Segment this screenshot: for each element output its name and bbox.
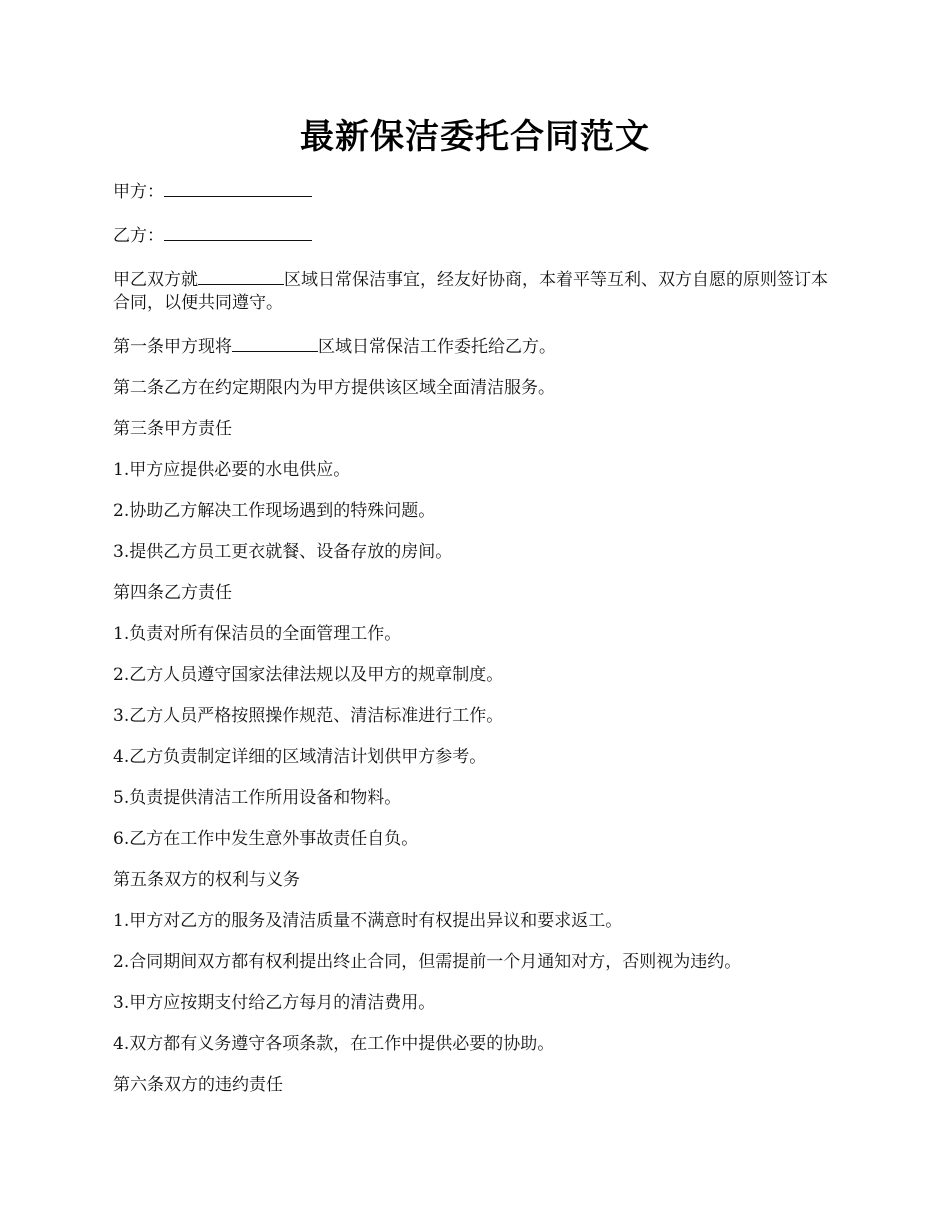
intro-paragraph — [113, 266, 838, 315]
document-body — [113, 178, 838, 1115]
article-4-item: 6.乙方在工作中发生意外事故责任自负。 — [113, 829, 419, 849]
article-4-item: 1.负责对所有保洁员的全面管理工作。 — [113, 624, 402, 644]
party-b-line — [113, 222, 838, 248]
article-2: 第二条乙方在约定期限内为甲方提供该区域全面清洁服务。 — [113, 378, 555, 398]
article-4-item: 5.负责提供清洁工作所用设备和物料。 — [113, 788, 402, 808]
article-4-item: 3.乙方人员严格按照操作规范、清洁标准进行工作。 — [113, 706, 504, 726]
party-a-line — [113, 178, 838, 204]
article-3-heading: 第三条甲方责任 — [113, 419, 232, 439]
article-1-blank — [232, 333, 318, 352]
article-5-item: 2.合同期间双方都有权利提出终止合同，但需提前一个月通知对方，否则视为违约。 — [113, 952, 742, 972]
article-5-item: 4.双方都有义务遵守各项条款，在工作中提供必要的协助。 — [113, 1034, 555, 1054]
article-4-item: 2.乙方人员遵守国家法律法规以及甲方的规章制度。 — [113, 665, 504, 685]
article-1 — [113, 333, 838, 359]
article-5-item: 1.甲方对乙方的服务及清洁质量不满意时有权提出异议和要求返工。 — [113, 911, 623, 931]
intro-after-blank: 区域日常保洁事宜，经友好协商，本着平等互利、双方自愿的原则签订本合同，以便共同遵守。 — [113, 270, 828, 313]
party-a-label: 甲方： — [113, 182, 164, 202]
intro-blank — [198, 266, 284, 285]
article-3-item: 3.提供乙方员工更衣就餐、设备存放的房间。 — [113, 542, 453, 562]
party-b-blank — [164, 222, 312, 241]
document-title: 最新保洁委托合同范文 — [300, 117, 650, 157]
article-4-heading: 第四条乙方责任 — [113, 583, 232, 603]
article-3-item: 1.甲方应提供必要的水电供应。 — [113, 460, 351, 480]
article-5-heading: 第五条双方的权利与义务 — [113, 870, 300, 890]
article-4-item: 4.乙方负责制定详细的区域清洁计划供甲方参考。 — [113, 747, 487, 767]
article-1-before-blank: 第一条甲方现将 — [113, 337, 232, 357]
article-5-item: 3.甲方应按期支付给乙方每月的清洁费用。 — [113, 993, 436, 1013]
intro-before-blank: 甲乙双方就 — [113, 270, 198, 290]
article-6-heading: 第六条双方的违约责任 — [113, 1075, 283, 1095]
article-3-item: 2.协助乙方解决工作现场遇到的特殊问题。 — [113, 501, 436, 521]
party-b-label: 乙方： — [113, 226, 164, 246]
party-a-blank — [164, 178, 312, 197]
article-1-after-blank: 区域日常保洁工作委托给乙方。 — [318, 337, 556, 357]
